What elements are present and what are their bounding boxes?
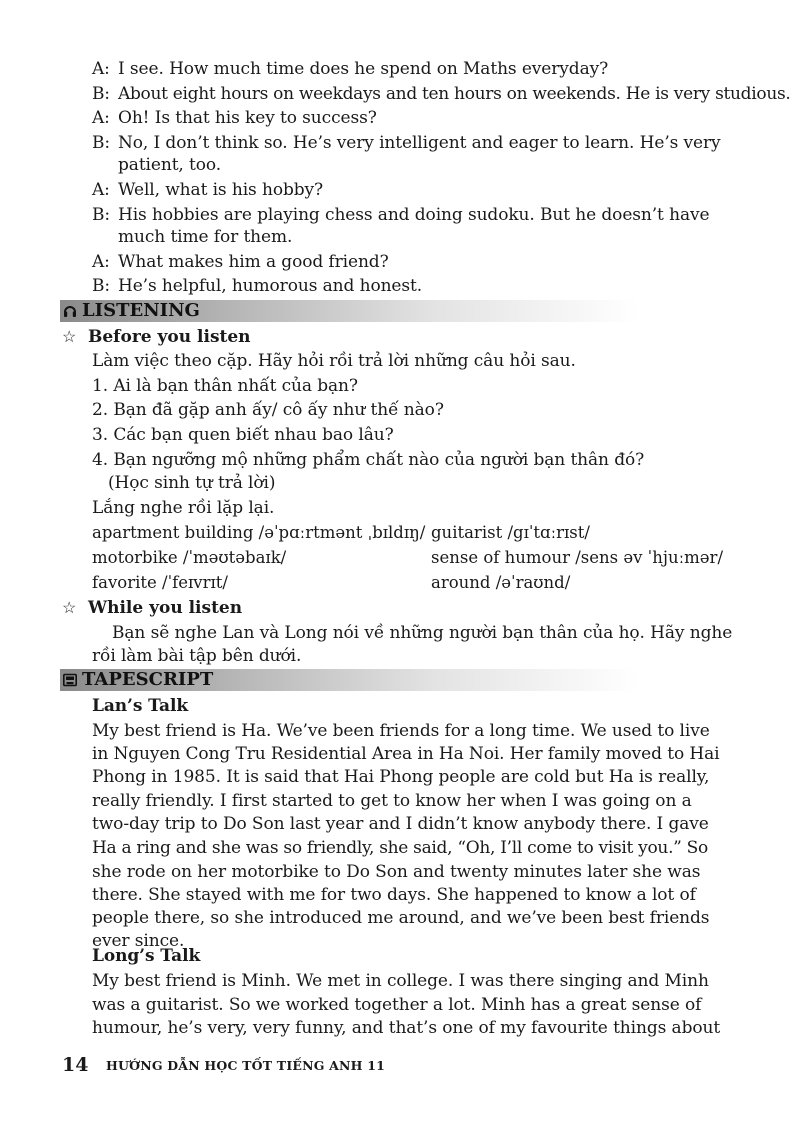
lan-talk-title: Lan’s Talk — [92, 696, 189, 716]
lan-talk-line: in Nguyen Cong Tru Residential Area in Ha Noi. Her family moved to Hai — [92, 744, 720, 764]
tapescript-banner — [60, 669, 740, 691]
star-icon: ☆ — [62, 327, 77, 346]
lan-talk-line: there. She stayed with me for two days. She happened to know a lot of — [92, 885, 696, 905]
dialogue-line: A: Oh! Is that his key to success? — [92, 108, 377, 128]
vocab-item: motorbike /ˈməʊtəbaɪk/ — [92, 548, 287, 567]
dialogue-line: A: What makes him a good friend? — [92, 252, 389, 272]
dialogue-line: A: I see. How much time does he spend on Maths everyday? — [92, 59, 609, 79]
long-talk-line: humour, he’s very, very funny, and that’s one of my favourite things about — [92, 1018, 721, 1038]
dialogue-line: B: His hobbies are playing chess and doing sudoku. But he doesn’t have — [92, 205, 710, 225]
cassette-icon — [63, 672, 77, 687]
answer-note: (Học sinh tự trả lời) — [108, 473, 276, 493]
lan-talk-line: really friendly. I first started to get to know her when I was going on a — [92, 791, 692, 811]
long-talk-line: My best friend is Minh. We met in college. I was there singing and Minh — [92, 971, 709, 991]
long-talk-line: was a guitarist. So we worked together a lot. Minh has a great sense of — [92, 995, 702, 1015]
dialogue-line: B: No, I don’t think so. He’s very intelligent and eager to learn. He’s very — [92, 133, 721, 153]
repeat-instruction: Lắng nghe rồi lặp lại. — [92, 498, 275, 518]
lan-talk-line: Phong in 1985. It is said that Hai Phong people are cold but Ha is really, — [92, 767, 710, 787]
section-title: LISTENING — [82, 300, 200, 321]
dialogue-line-continued: much time for them. — [118, 227, 293, 247]
dialogue-line-continued: patient, too. — [118, 155, 222, 175]
instruction-text: Làm việc theo cặp. Hãy hỏi rồi trả lời những câu hỏi sau. — [92, 351, 576, 371]
dialogue-line: B: About eight hours on weekdays and ten hours on weekends. He is very studious. — [92, 84, 791, 104]
headphones-icon — [63, 303, 77, 318]
star-icon: ☆ — [62, 598, 77, 617]
section-title: TAPESCRIPT — [82, 669, 214, 690]
vocab-item: sense of humour /sens əv ˈhjuːmər/ — [431, 548, 723, 567]
lan-talk-line: two-day trip to Do Son last year and I didn’t know anybody there. I gave — [92, 814, 709, 834]
question-item: 1. Ai là bạn thân nhất của bạn? — [92, 376, 358, 396]
page-number: 14 — [62, 1054, 89, 1076]
question-item: 4. Bạn ngưỡng mộ những phẩm chất nào của người bạn thân đó? — [92, 450, 645, 470]
dialogue-line: A: Well, what is his hobby? — [92, 180, 324, 200]
lan-talk-line: people there, so she introduced me around, and we’ve been best friends — [92, 908, 710, 928]
before-you-listen-heading: ☆ Before you listen — [62, 327, 251, 347]
question-item: 2. Bạn đã gặp anh ấy/ cô ấy như thế nào? — [92, 400, 444, 420]
question-item: 3. Các bạn quen biết nhau bao lâu? — [92, 425, 394, 445]
while-instruction-line: Bạn sẽ nghe Lan và Long nói về những người bạn thân của họ. Hãy nghe — [112, 623, 733, 643]
vocab-item: favorite /ˈfeɪvrɪt/ — [92, 573, 228, 592]
long-talk-title: Long’s Talk — [92, 946, 201, 966]
lan-talk-line: ever since. — [92, 931, 185, 951]
lan-talk-line: My best friend is Ha. We’ve been friends for a long time. We used to live — [92, 721, 710, 741]
listening-banner — [60, 300, 740, 322]
dialogue-line: B: He’s helpful, humorous and honest. — [92, 276, 423, 296]
vocab-item: apartment building /əˈpɑːrtmənt ˌbɪldɪŋ/ — [92, 523, 426, 542]
book-title: HƯỚNG DẪN HỌC TỐT TIẾNG ANH 11 — [106, 1058, 386, 1073]
while-instruction-line: rồi làm bài tập bên dưới. — [92, 646, 302, 666]
while-you-listen-heading: ☆ While you listen — [62, 598, 243, 618]
lan-talk-line: she rode on her motorbike to Do Son and twenty minutes later she was — [92, 862, 701, 882]
lan-talk-line: Ha a ring and she was so friendly, she said, “Oh, I’ll come to visit you.” So — [92, 838, 708, 858]
vocab-item: around /əˈraʊnd/ — [431, 573, 571, 592]
vocab-item: guitarist /gɪˈtɑːrɪst/ — [431, 523, 590, 542]
